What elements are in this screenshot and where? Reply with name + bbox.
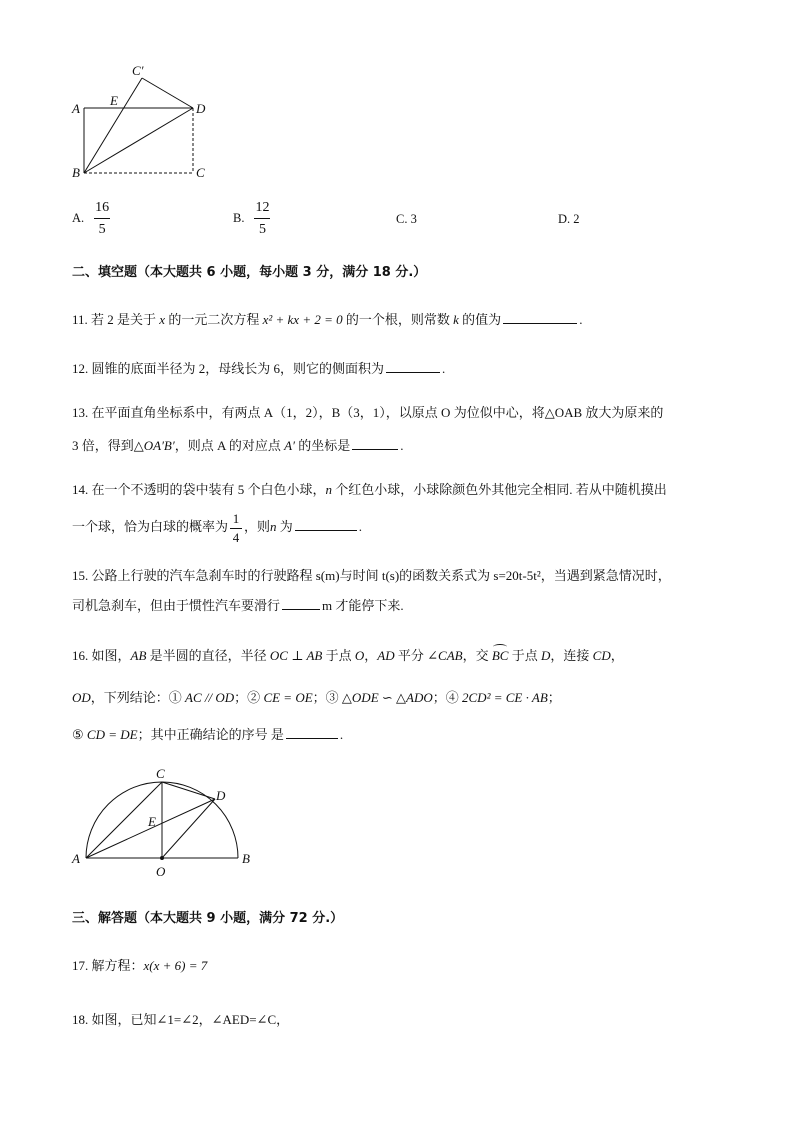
q17-text: 解方程： <box>91 958 144 973</box>
question-13-line-1 <box>72 404 663 422</box>
q16-text-10: ，下列结论：① <box>90 690 186 705</box>
q16-point-d: D <box>541 648 551 663</box>
figure-rectangle-fold <box>62 58 222 186</box>
q11-text-4: 的值为 <box>458 312 502 327</box>
option-c <box>396 212 417 227</box>
option-c-letter: C. <box>396 212 408 226</box>
q16-od: OD <box>72 690 91 705</box>
question-12 <box>72 360 445 378</box>
q15-text-2: 司机急刹车，但由于惯性汽车要滑行 <box>72 598 281 613</box>
q12-end: . <box>442 361 446 376</box>
q16-ab: AB <box>130 648 147 663</box>
q16-text-7: 于点 <box>508 648 541 663</box>
fig1-label-b: B <box>72 165 80 180</box>
q16-perpendicular: OC ⊥ AB <box>269 648 323 663</box>
figure-semicircle <box>62 762 262 882</box>
option-d-text: 2 <box>573 212 580 226</box>
q16-text-13: ；④ <box>432 690 463 705</box>
fig2-label-c: C <box>156 766 165 781</box>
fig1-label-c-prime: C′ <box>132 63 144 78</box>
question-11 <box>72 311 582 329</box>
q11-var-k: k <box>453 312 459 327</box>
fig2-label-e: E <box>148 814 156 829</box>
section-2-title: 二、填空题（本大题共 6 小题，每小题 3 分，满分 18 分.） <box>72 265 427 280</box>
q11-text-1: 若 2 是关于 <box>91 312 160 327</box>
question-15-line-1 <box>72 567 671 585</box>
q16-angle-cab: ∠CAB <box>427 648 463 663</box>
q16-conclusion-2: CE = OE <box>263 690 313 705</box>
q13-answer-blank[interactable] <box>352 437 398 450</box>
q16-text-5: 平分 <box>394 648 428 663</box>
q11-number: 11. <box>72 312 88 327</box>
q16-conclusion-5: CD = DE <box>86 727 138 742</box>
q14-text-1: 在一个不透明的袋中装有 5 个白色小球， <box>91 482 326 497</box>
fig2-label-a: A <box>72 851 80 866</box>
q15-text-3: m 才能停下来. <box>322 598 404 613</box>
q17-number: 17. <box>72 958 89 973</box>
q12-number: 12. <box>72 361 89 376</box>
q16-arc-bc: BC <box>491 648 509 663</box>
question-15-line-2 <box>72 597 404 615</box>
fig1-label-e: E <box>110 93 118 108</box>
option-b-den: 5 <box>258 222 266 238</box>
q11-answer-blank[interactable] <box>503 311 577 324</box>
q16-cd: CD <box>592 648 611 663</box>
q16-text-15: ⑤ <box>72 727 87 742</box>
q16-text-3: 于点 <box>322 648 355 663</box>
question-16-line-3 <box>72 726 343 744</box>
q14-fraction <box>230 512 242 544</box>
q16-text-14: ； <box>547 690 561 705</box>
question-17 <box>72 957 207 975</box>
q16-end: . <box>339 727 344 742</box>
q11-equation: x² + kx + 2 = 0 <box>262 312 343 327</box>
option-a-den: 5 <box>98 222 106 238</box>
question-18 <box>72 1011 289 1029</box>
q16-conclusion-4: 2CD² = CE · AB <box>462 690 548 705</box>
option-a <box>72 200 110 238</box>
q16-text-4: ， <box>364 648 378 663</box>
q12-answer-blank[interactable] <box>386 360 440 373</box>
q14-frac-num: 1 <box>232 511 240 526</box>
q13-text-4: 的坐标是 <box>294 438 351 453</box>
q16-number: 16. <box>72 648 89 663</box>
q15-text-1: 公路上行驶的汽车急刹车时的行驶路程 s(m)与时间 t(s)的函数关系式为 s=20t-5t²，当遇到紧急情况时， <box>91 568 671 583</box>
q13-point-a-prime: A′ <box>284 438 295 453</box>
q13-text-3: ，则点 A 的对应点 <box>174 438 285 453</box>
question-13-line-2 <box>72 437 403 455</box>
fig2-label-b: B <box>242 851 250 866</box>
q16-text-2: 是半圆的直径，半径 <box>146 648 270 663</box>
q11-text-2: 的一元二次方程 <box>165 312 263 327</box>
q12-text: 圆锥的底面半径为 2，母线长为 6，则它的侧面积为 <box>91 361 385 376</box>
q13-end: . <box>400 438 404 453</box>
q11-text-3: 的一个根，则常数 <box>342 312 454 327</box>
q14-frac-den: 4 <box>232 529 240 545</box>
section-3-title: 三、解答题（本大题共 9 小题，满分 72 分.） <box>72 911 344 926</box>
q11-end: . <box>579 312 583 327</box>
q16-ad: AD <box>377 648 395 663</box>
q13-number: 13. <box>72 405 89 420</box>
fig1-label-a: A <box>72 101 80 116</box>
q17-equation: x(x + 6) = 7 <box>143 958 208 973</box>
option-b-letter: B. <box>233 211 245 226</box>
q18-number: 18. <box>72 1012 89 1027</box>
q13-triangle: △OA′B′ <box>133 438 175 453</box>
q16-conclusion-3: △ODE ∽ △ADO <box>341 690 433 705</box>
option-a-num: 16 <box>95 200 110 215</box>
q14-end: . <box>358 519 363 535</box>
q14-text-2: 个红色小球，小球除颜色外其他完全相同. 若从中随机摸出 <box>332 482 667 497</box>
question-14-line-2 <box>72 512 362 544</box>
option-a-letter: A. <box>72 211 85 226</box>
q16-answer-blank[interactable] <box>286 726 338 739</box>
option-b <box>233 200 270 238</box>
question-16-line-2 <box>72 689 561 707</box>
q16-text-8: ，连接 <box>550 648 593 663</box>
q14-text-5: 为 <box>276 519 293 535</box>
q14-answer-blank[interactable] <box>295 518 357 531</box>
option-b-num: 12 <box>255 200 270 215</box>
q16-text-6: ，交 <box>462 648 492 663</box>
q15-number: 15. <box>72 568 89 583</box>
option-b-fraction <box>254 200 270 238</box>
q18-text: 如图，已知∠1=∠2，∠AED=∠C， <box>91 1012 290 1027</box>
q14-var-n-2: n <box>270 519 277 535</box>
q16-text-9: ， <box>610 648 624 663</box>
fig2-label-d: D <box>216 788 226 803</box>
q14-number: 14. <box>72 482 89 497</box>
option-c-text: 3 <box>410 212 417 226</box>
q14-var-n: n <box>325 482 333 497</box>
question-14-line-1 <box>72 481 667 499</box>
fig1-label-d: D <box>196 101 206 116</box>
q13-text-2: 3 倍，得到 <box>72 438 134 453</box>
fig1-label-c: C <box>196 165 205 180</box>
q13-text-1: 在平面直角坐标系中，有两点 A（1，2），B（3，1），以原点 O 为位似中心，将△OAB 放大为原来的 <box>91 405 664 420</box>
q16-text-12: ；③ <box>312 690 342 705</box>
option-d <box>558 212 580 227</box>
q14-text-4: ，则 <box>244 519 271 535</box>
question-16-line-1 <box>72 647 624 665</box>
q16-text-11: ；② <box>234 690 264 705</box>
q16-point-o: O <box>354 648 365 663</box>
q14-text-3: 一个球，恰为白球的概率为 <box>72 519 229 535</box>
option-a-fraction <box>94 200 110 238</box>
q16-text-16: ；其中正确结论的序号 是 <box>137 727 284 742</box>
option-d-letter: D. <box>558 212 571 226</box>
q16-text-1: 如图， <box>91 648 131 663</box>
q11-var-x: x <box>159 312 166 327</box>
fig2-label-o: O <box>156 864 166 879</box>
q15-answer-blank[interactable] <box>282 597 320 610</box>
q16-conclusion-1: AC // OD <box>185 690 235 705</box>
